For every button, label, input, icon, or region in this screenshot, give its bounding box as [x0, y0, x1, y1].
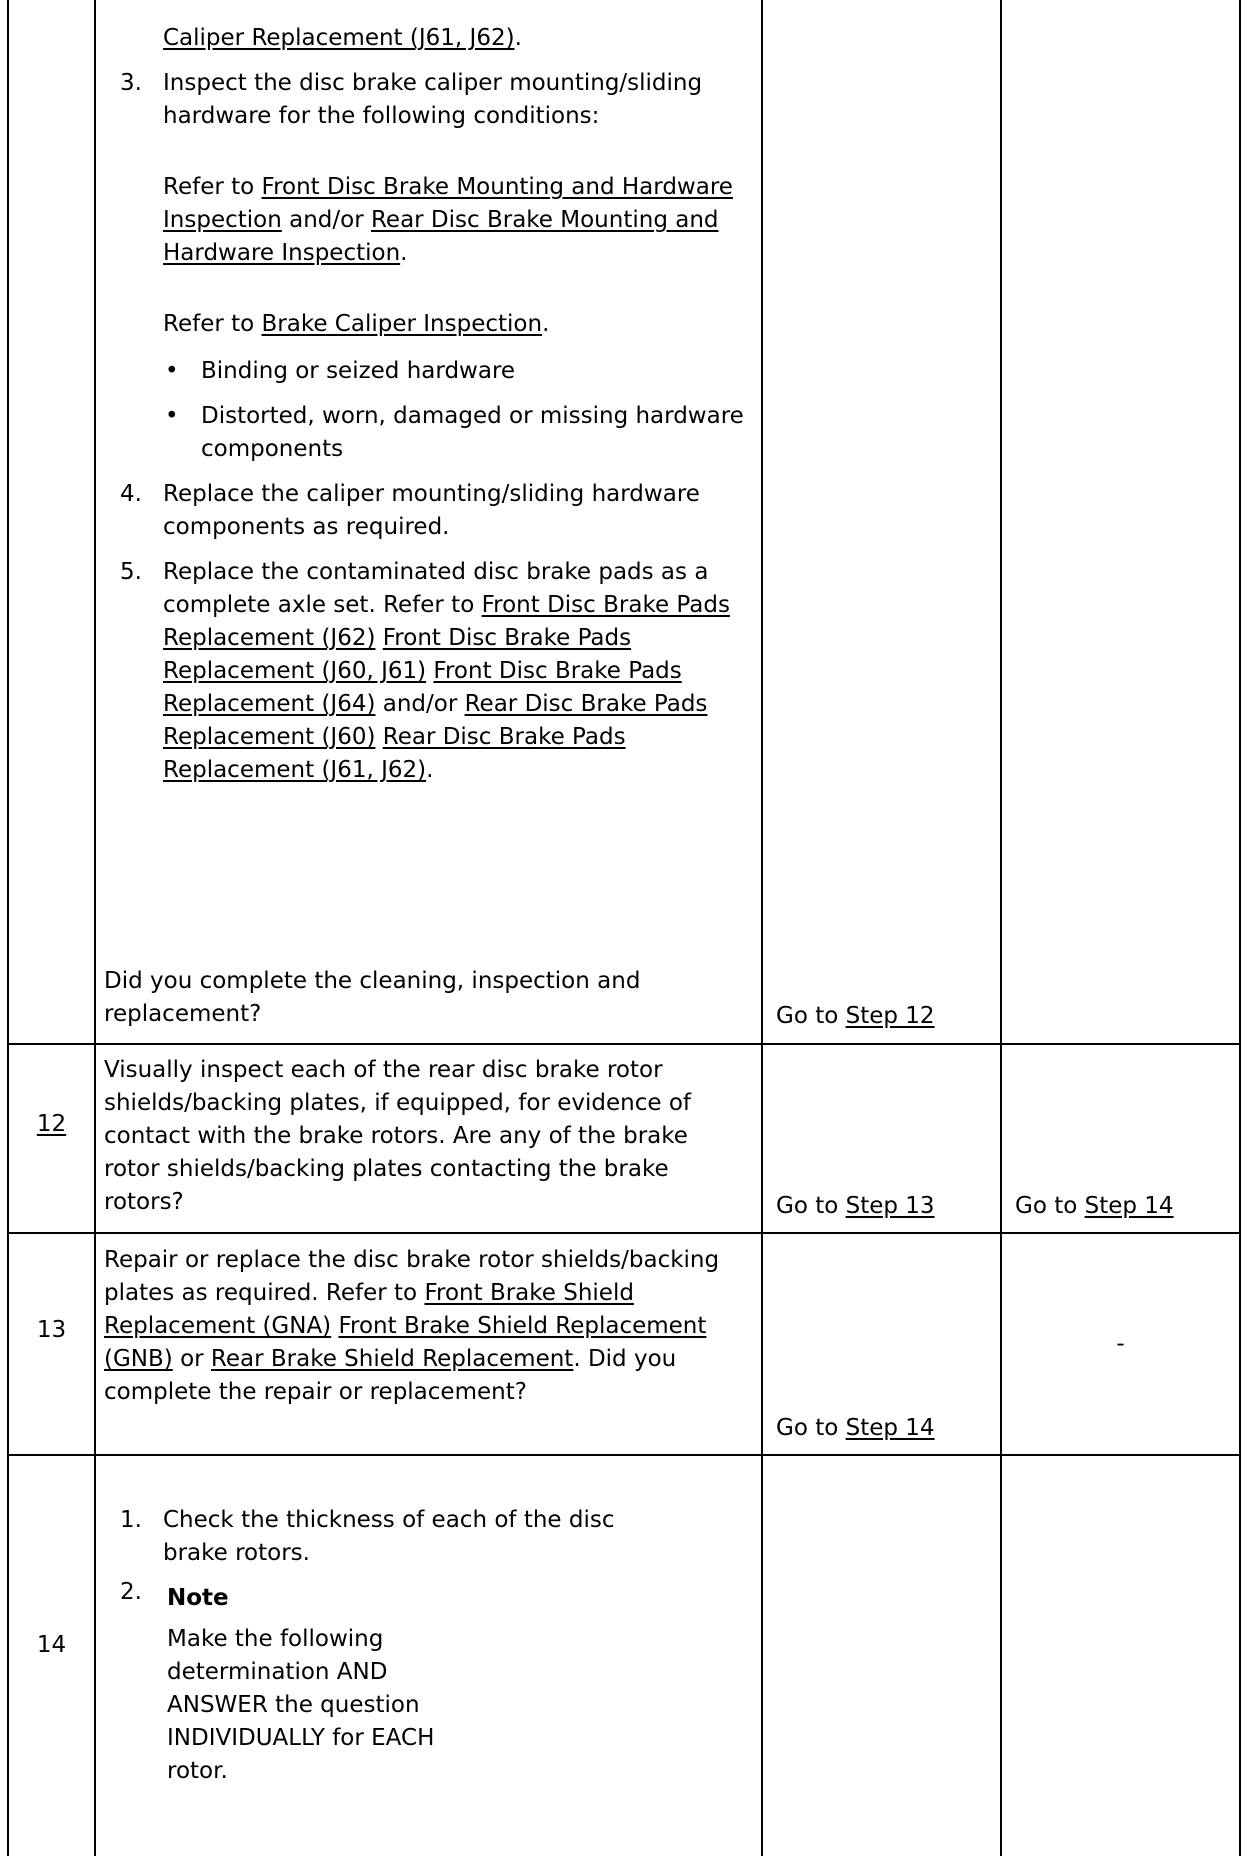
- row-14-action-cell: [104, 1504, 749, 1800]
- row-divider-11-12: [7, 1043, 1241, 1045]
- table-border-left: [7, 0, 9, 1856]
- rear-pads-replacement-j61-j62-link[interactable]: Rear Disc Brake Pads Replacement (J61, J62): [163, 724, 626, 783]
- front-pads-replacement-j60-j61-link[interactable]: Front Disc Brake Pads Replacement (J60, J61): [163, 625, 632, 684]
- row-13-yes-cell: Go to Step 14: [776, 1415, 935, 1441]
- condition-item: • Distorted, worn, damaged or missing hardware components: [163, 400, 749, 466]
- condition-item: • Binding or seized hardware: [163, 355, 749, 388]
- step-5-text: Replace the contaminated disc brake pads as a complete axle set. Refer to Front Disc Brake Pads Replacement (J62) Front Disc Brake Pads Replacement (J60, J61) Front Disc Brake Pads Replacement (J64) and/or Rear Disc Brake Pads Replacement (J60) Rear Disc Brake Pads Replacement (J61, J62).: [163, 559, 730, 783]
- procedure-step-1: [104, 1504, 749, 1570]
- caliper-replacement-link[interactable]: Caliper Replacement (J61, J62): [163, 25, 515, 51]
- procedure-step-2: [104, 1579, 749, 1788]
- step-1-text: Check the thickness of each of the disc brake rotors.: [163, 1507, 615, 1566]
- row-11-question: Did you complete the cleaning, inspection and replacement?: [104, 968, 641, 1027]
- row-11-yes-cell: Go to Step 12: [776, 1003, 935, 1029]
- front-mounting-inspection-link[interactable]: Front Disc Brake Mounting and Hardware Inspection: [163, 174, 733, 233]
- row-11-action-cell: [104, 22, 749, 799]
- rear-pads-replacement-j60-link[interactable]: Rear Disc Brake Pads Replacement (J60): [163, 691, 708, 750]
- table-border-right: [1239, 0, 1241, 1856]
- note-title: Note: [167, 1585, 229, 1611]
- go-to-step-14-link[interactable]: Step 14: [845, 1415, 935, 1441]
- row-divider-12-13: [7, 1232, 1241, 1234]
- conditions-list: [163, 355, 749, 466]
- row-divider-13-14: [7, 1454, 1241, 1456]
- step-number: 5.: [120, 559, 142, 585]
- row-13-no-value: -: [1116, 1331, 1125, 1357]
- procedure-step-4: [104, 478, 749, 544]
- column-divider-step-action: [94, 0, 96, 1856]
- go-to-step-13-link[interactable]: Step 13: [845, 1193, 935, 1219]
- rear-mounting-inspection-link[interactable]: Rear Disc Brake Mounting and Hardware Inspection: [163, 207, 719, 266]
- procedure-step-5: [104, 556, 749, 787]
- go-to-step-12-link[interactable]: Step 12: [845, 1003, 935, 1029]
- column-divider-yes-no: [1000, 0, 1002, 1856]
- row-14-procedure-list: [104, 1504, 749, 1788]
- step-12-link[interactable]: 12: [36, 1111, 67, 1137]
- row-12-no-cell: Go to Step 14: [1015, 1193, 1174, 1219]
- step-number: 2.: [120, 1579, 142, 1605]
- row-13-action-cell: Repair or replace the disc brake rotor shields/backing plates as required. Refer to Front Brake Shield Replacement (GNA) Front Brake Shield Replacement (GNB) or Rear Brake Shield Replacement. Did you complete the repair or replacement?: [104, 1247, 720, 1405]
- front-shield-replacement-gnb-link[interactable]: Front Brake Shield Replacement (GNB): [104, 1313, 707, 1372]
- step-3-text: Inspect the disc brake caliper mounting/sliding hardware for the following conditions:: [163, 70, 703, 129]
- brake-caliper-inspection-link[interactable]: Brake Caliper Inspection: [261, 311, 543, 337]
- row-11-procedure-list: [104, 67, 749, 787]
- step-number: 1.: [120, 1507, 142, 1533]
- lead-tail: .: [514, 25, 522, 51]
- front-shield-replacement-gna-link[interactable]: Front Brake Shield Replacement (GNA): [104, 1280, 634, 1339]
- column-divider-action-yes: [761, 0, 763, 1856]
- step-number: 4.: [120, 481, 142, 507]
- row-12-step-cell: [9, 1108, 94, 1141]
- go-to-step-14-link[interactable]: Step 14: [1084, 1193, 1174, 1219]
- front-pads-replacement-j64-link[interactable]: Front Disc Brake Pads Replacement (J64): [163, 658, 682, 717]
- step-3-reference-1: Refer to Front Disc Brake Mounting and Hardware Inspection and/or Rear Disc Brake Mounting and Hardware Inspection.: [163, 174, 733, 266]
- front-pads-replacement-j62-link[interactable]: Front Disc Brake Pads Replacement (J62): [163, 592, 730, 651]
- step-number: 3.: [120, 70, 142, 96]
- note-text: Make the following determination AND ANSWER the question INDIVIDUALLY for EACH rotor.: [167, 1626, 435, 1784]
- row-13-step: 13: [36, 1317, 67, 1343]
- row-14-step: 14: [36, 1632, 67, 1658]
- step-3-reference-2: Refer to Brake Caliper Inspection.: [163, 311, 550, 337]
- rear-shield-replacement-link[interactable]: Rear Brake Shield Replacement: [210, 1346, 574, 1372]
- row-12-yes-cell: Go to Step 13: [776, 1193, 935, 1219]
- procedure-step-3: [104, 67, 749, 466]
- step-4-text: Replace the caliper mounting/sliding hardware components as required.: [163, 481, 700, 540]
- row-12-action: Visually inspect each of the rear disc brake rotor shields/backing plates, if equipped, for evidence of contact with the brake rotors. Are any of the brake rotor shields/backing plates contacting the brake rotors?: [104, 1057, 691, 1215]
